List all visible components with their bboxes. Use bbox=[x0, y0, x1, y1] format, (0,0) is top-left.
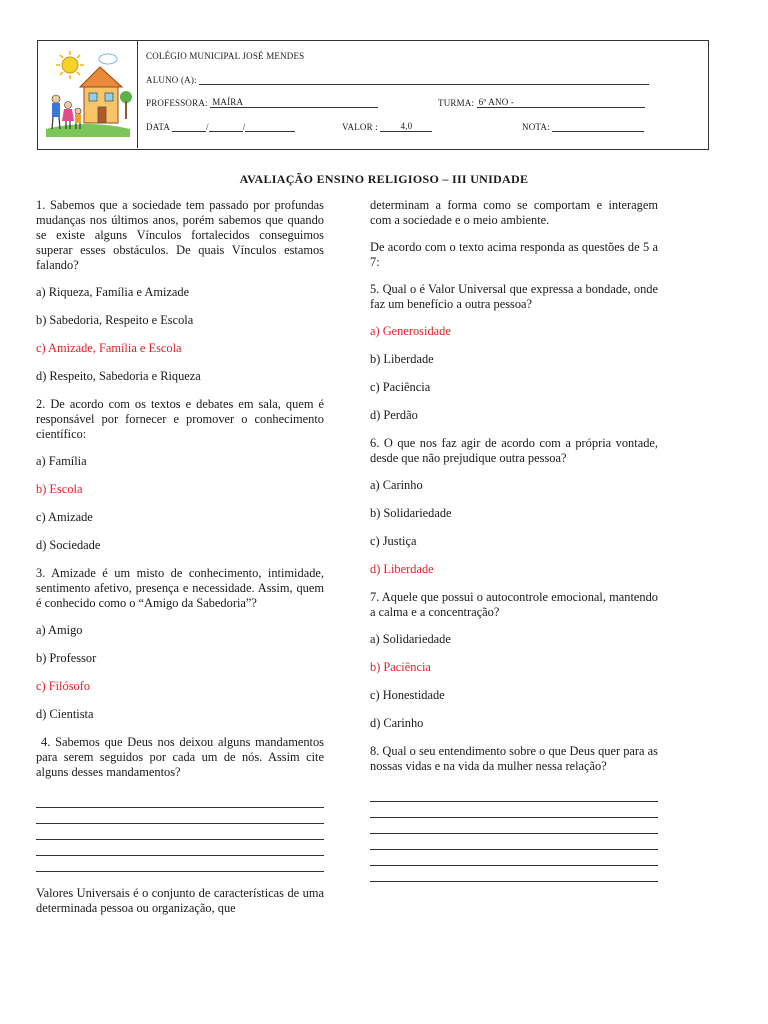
turma-value: 6º ANO - bbox=[477, 97, 645, 108]
answer-line[interactable] bbox=[370, 818, 658, 834]
q5-option-a[interactable]: a) Generosidade bbox=[370, 324, 451, 338]
professora-value: MAÍRA bbox=[210, 97, 378, 108]
question-3: 3. Amizade é um misto de conhecimento, intimidade, sentimento afetivo, presença e necessidade. Assim, quem é conhecido como o “Amigo da Sabedoria”? bbox=[36, 566, 324, 610]
aluno-field[interactable] bbox=[199, 74, 649, 85]
q5-option-d[interactable]: d) Perdão bbox=[370, 408, 418, 422]
valor-row bbox=[342, 121, 432, 132]
answer-line[interactable] bbox=[36, 808, 324, 824]
q3-option-b[interactable]: b) Professor bbox=[36, 651, 97, 665]
q6-option-b[interactable]: b) Solidariedade bbox=[370, 506, 452, 520]
answer-line[interactable] bbox=[370, 866, 658, 882]
answer-line[interactable] bbox=[36, 856, 324, 872]
q3-option-d[interactable]: d) Cientista bbox=[36, 707, 94, 721]
q7-option-d[interactable]: d) Carinho bbox=[370, 716, 424, 730]
turma-row bbox=[438, 97, 645, 108]
answer-line[interactable] bbox=[370, 850, 658, 866]
q1-option-a[interactable]: a) Riqueza, Família e Amizade bbox=[36, 285, 190, 299]
answer-line[interactable] bbox=[370, 802, 658, 818]
answer-line[interactable] bbox=[370, 834, 658, 850]
data-year-field[interactable] bbox=[242, 121, 295, 132]
q6-option-a[interactable]: a) Carinho bbox=[370, 478, 423, 492]
q2-option-c[interactable]: c) Amizade bbox=[36, 510, 93, 524]
q2-option-a[interactable]: a) Família bbox=[36, 454, 87, 468]
nota-label: NOTA: bbox=[522, 122, 550, 132]
question-5: 5. Qual o é Valor Universal que expressa a bondade, onde faz um benefício a outra pessoa? bbox=[370, 282, 658, 311]
answer-line[interactable] bbox=[36, 824, 324, 840]
logo-cell bbox=[38, 41, 138, 148]
instruction-text: De acordo com o texto acima responda as questões de 5 a 7: bbox=[370, 240, 658, 269]
q4-answer-lines[interactable] bbox=[36, 792, 324, 872]
q7-option-b[interactable]: b) Paciência bbox=[370, 660, 431, 674]
professora-row bbox=[146, 97, 378, 108]
question-8: 8. Qual o seu entendimento sobre o que Deus quer para as nossas vidas e na vida da mulher nessa relação? bbox=[370, 744, 658, 773]
header-box bbox=[37, 40, 709, 150]
q6-option-c[interactable]: c) Justiça bbox=[370, 534, 417, 548]
question-6: 6. O que nos faz agir de acordo com a própria vontade, desde que não prejudique outra pessoa? bbox=[370, 436, 658, 465]
data-row bbox=[146, 121, 295, 132]
turma-label: TURMA: bbox=[438, 98, 475, 108]
answer-line[interactable] bbox=[36, 792, 324, 808]
nota-row bbox=[522, 121, 644, 132]
aluno-label: ALUNO (A): bbox=[146, 75, 197, 85]
valor-label: VALOR : bbox=[342, 122, 378, 132]
answer-line[interactable] bbox=[370, 786, 658, 802]
values-text-intro: Valores Universais é o conjunto de características de uma determinada pessoa ou organização, que bbox=[36, 886, 324, 915]
q7-option-c[interactable]: c) Honestidade bbox=[370, 688, 445, 702]
nota-field[interactable] bbox=[552, 121, 644, 132]
answer-line[interactable] bbox=[36, 840, 324, 856]
q1-option-b[interactable]: b) Sabedoria, Respeito e Escola bbox=[36, 313, 194, 327]
valor-value: 4,0 bbox=[380, 121, 432, 132]
q3-option-a[interactable]: a) Amigo bbox=[36, 623, 83, 637]
q2-option-b[interactable]: b) Escola bbox=[36, 482, 83, 496]
data-month-field[interactable] bbox=[209, 121, 243, 132]
q2-option-d[interactable]: d) Sociedade bbox=[36, 538, 101, 552]
question-1: 1. Sabemos que a sociedade tem passado por profundas mudanças nos últimos anos, porém sabemos que quando se existe alguns Vínculos fortalecidos conseguimos superar esses obstáculos. De quais Vínculos estamos falando? bbox=[36, 198, 324, 272]
values-text-continued: determinam a forma como se comportam e interagem com a sociedade e o meio ambiente. bbox=[370, 198, 658, 227]
school-name: COLÉGIO MUNICIPAL JOSÉ MENDES bbox=[146, 51, 305, 61]
q5-option-b[interactable]: b) Liberdade bbox=[370, 352, 434, 366]
aluno-row bbox=[146, 74, 649, 85]
exam-title: AVALIAÇÃO ENSINO RELIGIOSO – III UNIDADE bbox=[239, 172, 529, 186]
data-separator: / bbox=[206, 122, 209, 132]
school-logo-icon bbox=[42, 45, 132, 143]
professora-label: PROFESSORA: bbox=[146, 98, 208, 108]
question-2: 2. De acordo com os textos e debates em sala, quem é responsável por fornecer e promover o conhecimento científico: bbox=[36, 397, 324, 441]
data-separator: / bbox=[242, 122, 246, 132]
question-7: 7. Aquele que possui o autocontrole emocional, mantendo a calma e a concentração? bbox=[370, 590, 658, 619]
right-column bbox=[370, 198, 658, 896]
q1-option-d[interactable]: d) Respeito, Sabedoria e Riqueza bbox=[36, 369, 201, 383]
data-day-field[interactable] bbox=[172, 121, 206, 132]
data-label: DATA bbox=[146, 122, 170, 132]
question-4: 4. Sabemos que Deus nos deixou alguns mandamentos para serem seguidos por cada um de nós. Assim cite alguns desses mandamentos? bbox=[36, 735, 324, 779]
q7-option-a[interactable]: a) Solidariedade bbox=[370, 632, 451, 646]
left-column bbox=[36, 198, 324, 928]
q6-option-d[interactable]: d) Liberdade bbox=[370, 562, 434, 576]
q5-option-c[interactable]: c) Paciência bbox=[370, 380, 431, 394]
q1-option-c[interactable]: c) Amizade, Família e Escola bbox=[36, 341, 182, 355]
q8-answer-lines[interactable] bbox=[370, 786, 658, 882]
q3-option-c[interactable]: c) Filósofo bbox=[36, 679, 91, 693]
